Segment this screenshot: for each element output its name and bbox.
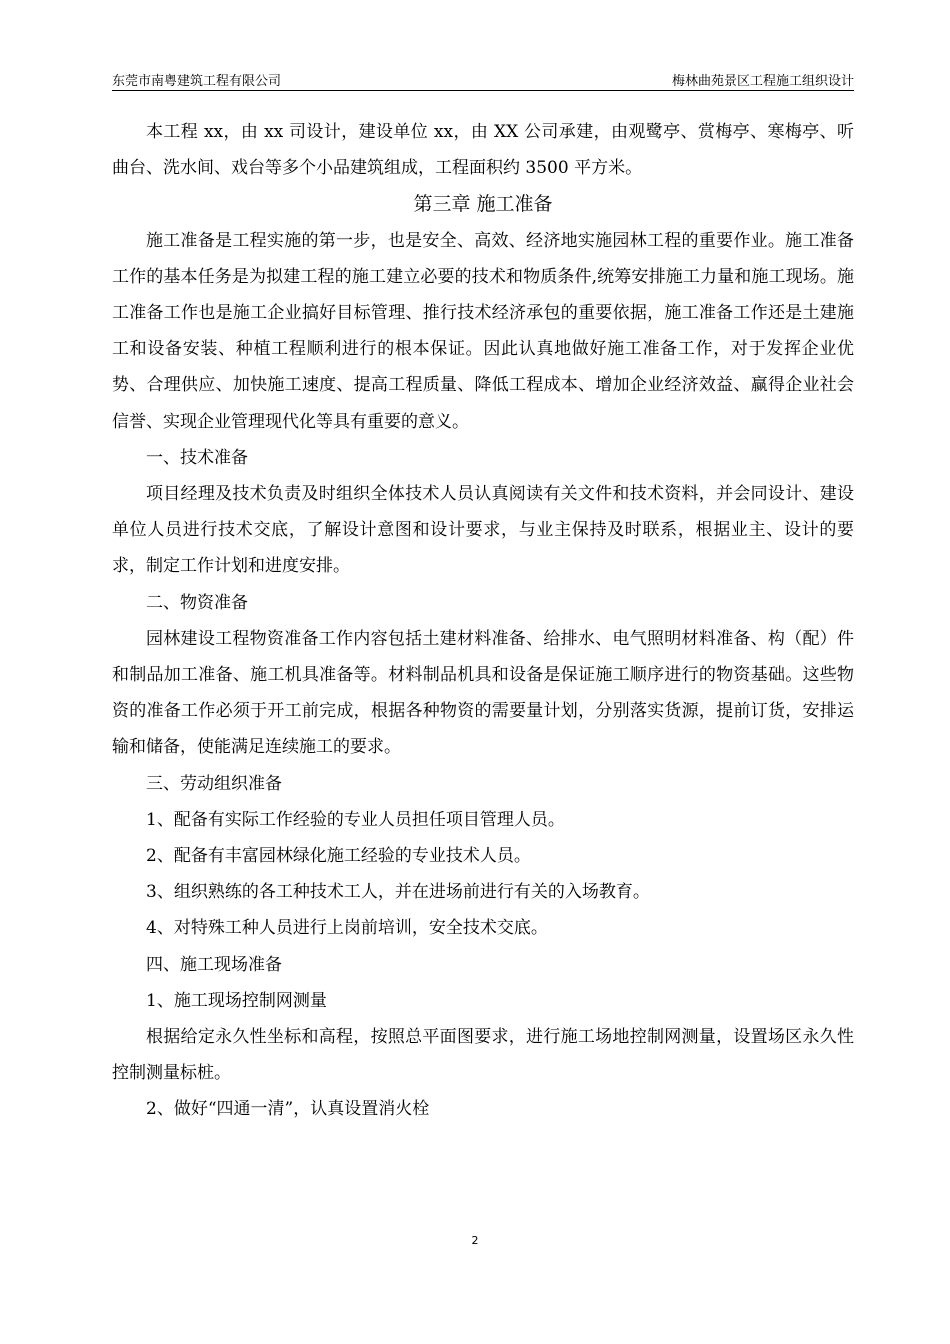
header-document-title: 梅林曲苑景区工程施工组织设计 [671, 74, 854, 89]
list-item: 2、配备有丰富园林绿化施工经验的专业技术人员。 [146, 846, 531, 867]
list-item: 2、做好“四通一清”，认真设置消火栓 [146, 1099, 430, 1120]
section-title-site: 四、施工现场准备 [146, 954, 282, 975]
list-item: 4、对特殊工种人员进行上岗前培训，安全技术交底。 [146, 918, 548, 939]
list-item: 1、配备有实际工作经验的专业人员担任项目管理人员。 [146, 809, 565, 830]
section-title-labor: 三、劳动组织准备 [146, 773, 282, 794]
section-title-technical: 一、技术准备 [146, 447, 248, 468]
paragraph-technical: 项目经理及技术负责及时组织全体技术人员认真阅读有关文件和技术资料，并会同设计、建设单位人员进行技术交底，了解设计意图和设计要求，与业主保持及时联系，根据业主、设计的要求，制定工作计划和进度安排。 [112, 484, 854, 577]
page-number: 2 [471, 1234, 479, 1247]
intro-paragraph: 本工程 xx，由 xx 司设计，建设单位 xx，由 XX 公司承建，由观鹭亭、赏梅亭、寒梅亭、听曲台、洗水间、戏台等多个小品建筑组成，工程面积约 3500 平方米。 [112, 122, 854, 179]
chapter-title: 第三章 施工准备 [413, 193, 553, 216]
document-body [112, 114, 854, 1128]
paragraph-overview: 施工准备是工程实施的第一步，也是安全、高效、经济地实施园林工程的重要作业。施工准备工作的基本任务是为拟建工程的施工建立必要的技术和物质条件,统筹安排施工力量和施工现场。施工准备工作也是施工企业搞好目标管理、推行技术经济承包的重要依据，施工准备工作还是土建施工和设备安装、种植工程顺利进行的根本保证。因此认真地做好施工准备工作，对于发挥企业优势、合理供应、加快施工速度、提高工程质量、降低工程成本、增加企业经济效益、赢得企业社会信誉、实现企业管理现代化等具有重要的意义。 [112, 230, 854, 432]
paragraph-materials: 园林建设工程物资准备工作内容包括土建材料准备、给排水、电气照明材料准备、构（配）件和制品加工准备、施工机具准备等。材料制品机具和设备是保证施工顺序进行的物资基础。这些物资的准备工作必须于开工前完成，根据各种物资的需要量计划，分别落实货源，提前订货，安排运输和储备，使能满足连续施工的要求。 [112, 628, 854, 758]
list-item: 1、施工现场控制网测量 [146, 990, 327, 1011]
paragraph-survey: 根据给定永久性坐标和高程，按照总平面图要求，进行施工场地控制网测量，设置场区永久性控制测量标桩。 [112, 1027, 854, 1084]
header-company: 东莞市南粤建筑工程有限公司 [112, 74, 282, 89]
list-item: 3、组织熟练的各工种技术工人，并在进场前进行有关的入场教育。 [146, 882, 650, 903]
page-header [112, 68, 854, 91]
section-title-materials: 二、物资准备 [146, 592, 248, 613]
